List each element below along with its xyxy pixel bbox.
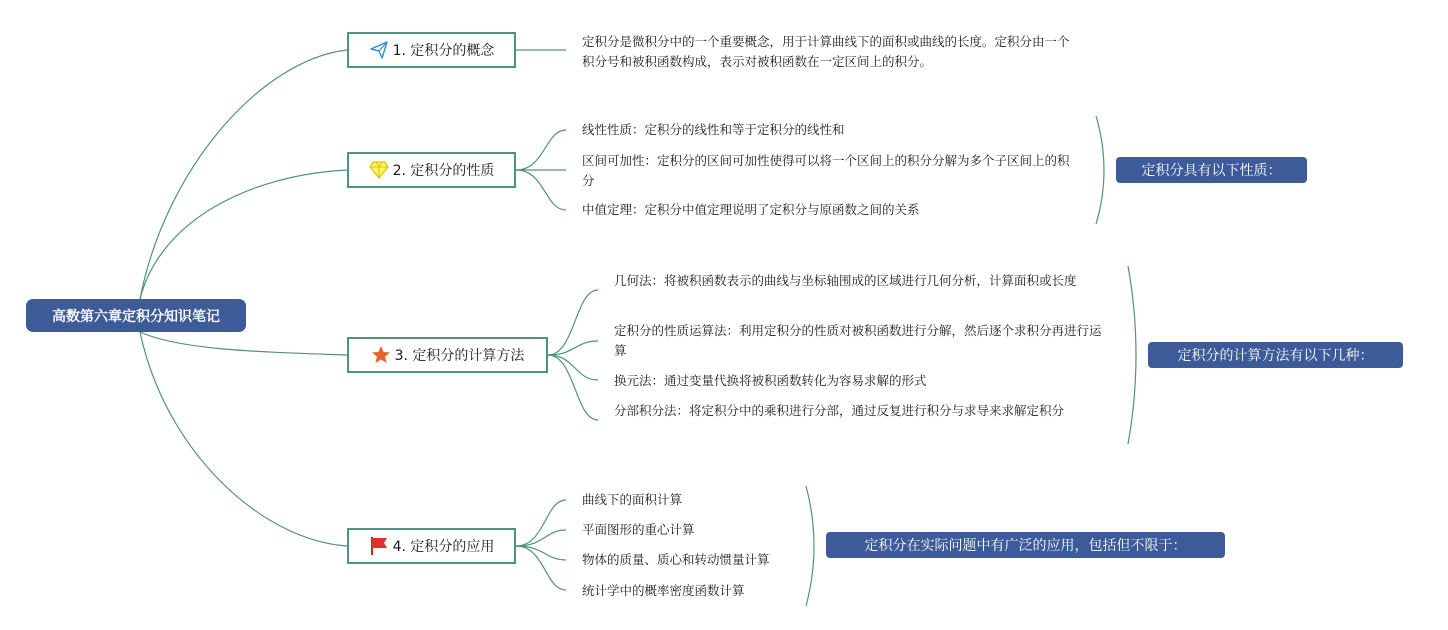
topic3-leaf-link-4 [548,355,598,420]
topic-concept[interactable] [347,32,516,68]
root-link-3 [140,332,347,355]
summary-brace-3 [1128,266,1136,444]
summary-label[interactable]: 定积分的计算方法有以下几种： [1148,342,1403,368]
flag-icon [369,536,389,556]
root-topic-label: 高数第六章定积分知识笔记 [52,308,220,325]
topic-label: 3. 定积分的计算方法 [394,348,525,364]
diamond-icon [369,160,389,180]
leaf-text: 中值定理：定积分中值定理说明了定积分与原函数之间的关系 [582,202,920,217]
topic-label: 4. 定积分的应用 [392,539,495,555]
topic3-leaf-link-3 [548,355,598,380]
topic-label: 1. 定积分的概念 [392,43,495,59]
topic4-leaf-link-3 [516,546,566,560]
topic-methods[interactable] [347,337,548,373]
topic4-leaf-link-4 [516,546,566,590]
topic3-leaf-link-1 [548,290,598,355]
leaf-text: 统计学中的概率密度函数计算 [582,583,745,598]
summary-brace-2 [1096,116,1104,224]
root-link-1 [140,50,347,299]
topic2-leaf-link-1 [516,130,566,170]
leaf-text: 平面图形的重心计算 [582,522,695,537]
leaf-text: 曲线下的面积计算 [582,492,683,507]
leaf-text: 定积分是微积分中的一个重要概念，用于计算曲线下的面积或曲线的长度。定积分由一个积分号和被积函数构成，表示对被积函数在一定区间上的积分。 [582,34,1070,69]
topic-applications[interactable] [347,528,516,564]
summary-label[interactable]: 定积分具有以下性质： [1116,157,1307,183]
leaf-text: 几何法：将被积函数表示的曲线与坐标轴围成的区域进行几何分析，计算面积或长度 [614,273,1077,288]
topic-properties[interactable] [347,152,516,188]
leaf-text: 分部积分法：将定积分中的乘积进行分部，通过反复进行积分与求导来求解定积分 [614,403,1065,418]
root-link-4 [140,332,347,546]
leaf-text: 物体的质量、质心和转动惯量计算 [582,552,770,567]
star-icon [371,345,391,365]
leaf-text: 定积分的性质运算法：利用定积分的性质对被积函数进行分解，然后逐个求积分再进行运算 [614,323,1102,358]
summary-label[interactable]: 定积分在实际问题中有广泛的应用，包括但不限于： [826,532,1225,558]
root-topic[interactable] [26,299,246,332]
leaf-text: 区间可加性：定积分的区间可加性使得可以将一个区间上的积分分解为多个子区间上的积分 [582,153,1070,188]
topic2-leaf-link-3 [516,170,566,210]
summary-brace-4 [806,486,814,606]
leaf-text: 线性性质：定积分的线性和等于定积分的线性和 [582,122,845,137]
root-link-2 [140,170,347,299]
paper-plane-icon [369,40,389,60]
topic4-leaf-link-2 [516,530,566,546]
topic-label: 2. 定积分的性质 [392,163,495,179]
leaf-text: 换元法：通过变量代换将被积函数转化为容易求解的形式 [614,373,927,388]
